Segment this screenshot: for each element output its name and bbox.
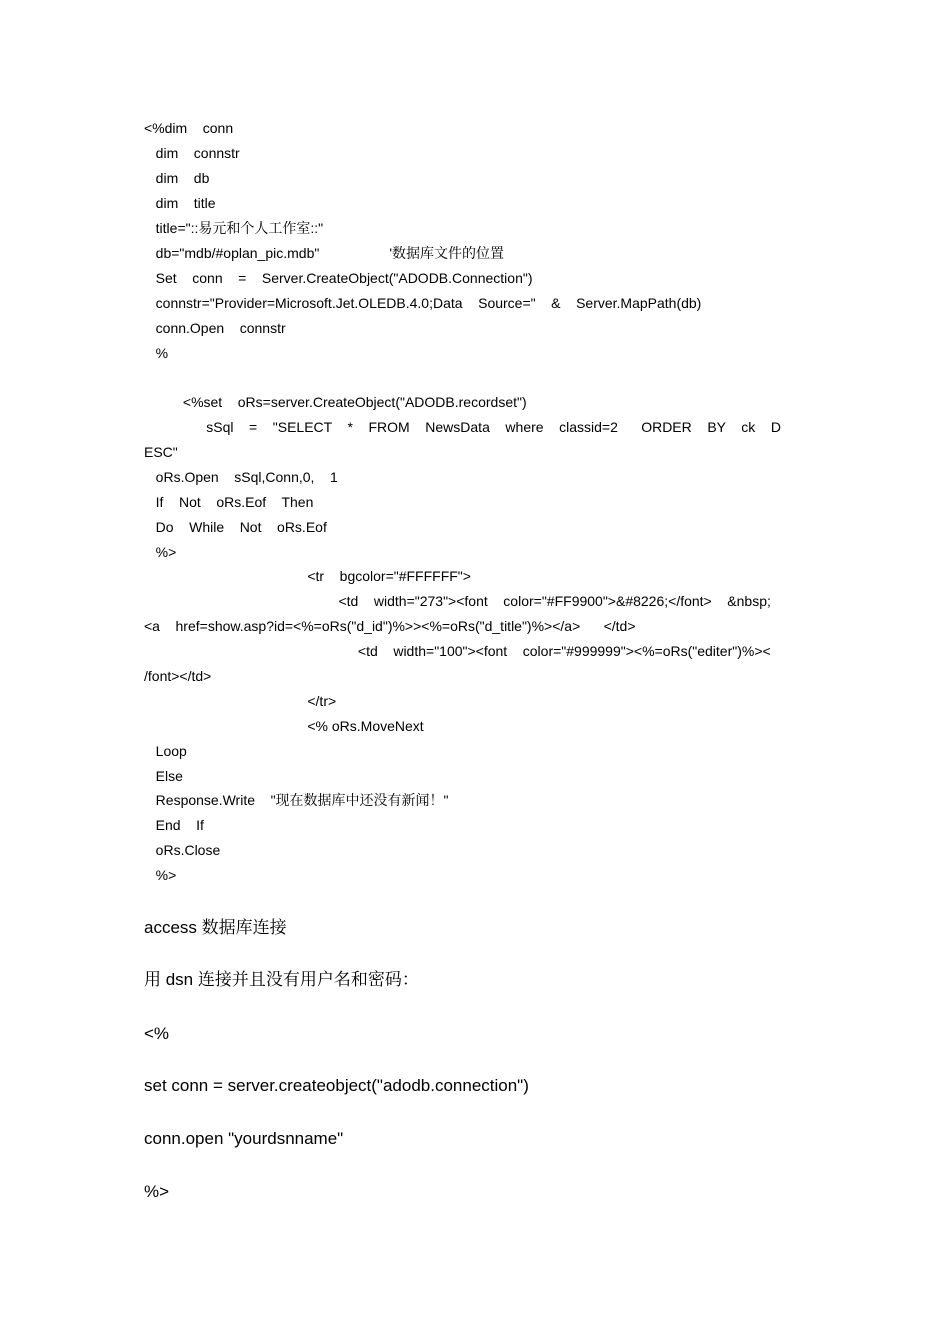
code-line: conn.Open connstr xyxy=(144,320,286,336)
code-line: dim db xyxy=(144,170,210,186)
code-line: Do While Not oRs.Eof xyxy=(144,519,327,535)
code-paragraph: %> xyxy=(144,1182,170,1201)
code-line: </tr> xyxy=(144,693,337,709)
code-line: <%dim conn xyxy=(144,120,234,136)
code-line: <%set oRs=server.CreateObject("ADODB.recordset") xyxy=(144,394,527,410)
code-line: <td width="100"><font color="#999999"><%=oRs("editer")%>< xyxy=(144,643,771,659)
code-line: % xyxy=(144,345,169,361)
code-line: dim title xyxy=(144,195,216,211)
code-line: <% oRs.MoveNext xyxy=(144,718,424,734)
code-paragraph: set conn = server.createobject("adodb.connection") xyxy=(144,1076,529,1095)
code-line: End If xyxy=(144,817,204,833)
code-line: <tr bgcolor="#FFFFFF"> xyxy=(144,568,471,584)
code-line: Else xyxy=(144,768,183,784)
code-line: If Not oRs.Eof Then xyxy=(144,494,314,510)
code-line: %> xyxy=(144,544,177,560)
code-line: db="mdb/#oplan_pic.mdb" '数据库文件的位置 xyxy=(144,245,505,261)
code-line: <a href=show.asp?id=<%=oRs("d_id")%>><%=oRs("d_title")%></a> </td> xyxy=(144,618,636,634)
paragraph: 用 dsn 连接并且没有用户名和密码： xyxy=(144,970,419,989)
code-line: dim connstr xyxy=(144,145,240,161)
code-line: /font></td> xyxy=(144,668,212,684)
section-heading: access 数据库连接 xyxy=(144,918,287,937)
code-paragraph: conn.open "yourdsnname" xyxy=(144,1129,344,1148)
code-line: oRs.Open sSql,Conn,0, 1 xyxy=(144,469,338,485)
code-line: %> xyxy=(144,867,177,883)
code-line: <td width="273"><font color="#FF9900">&#8226;</font> &nbsp; xyxy=(144,593,771,609)
code-line: connstr="Provider=Microsoft.Jet.OLEDB.4.0;Data Source=" & Server.MapPath(db) xyxy=(144,295,702,311)
code-line: ESC" xyxy=(144,444,178,460)
code-line: Loop xyxy=(144,743,187,759)
code-line: oRs.Close xyxy=(144,842,221,858)
code-line: Set conn = Server.CreateObject("ADODB.Connection") xyxy=(144,270,533,286)
code-line: title="::易元和个人工作室::" xyxy=(144,220,324,236)
code-paragraph: <% xyxy=(144,1024,170,1043)
code-line: sSql = "SELECT * FROM NewsData where classid=2 ORDER BY ck D xyxy=(144,419,781,435)
code-line: Response.Write "现在数据库中还没有新闻！" xyxy=(144,792,449,808)
